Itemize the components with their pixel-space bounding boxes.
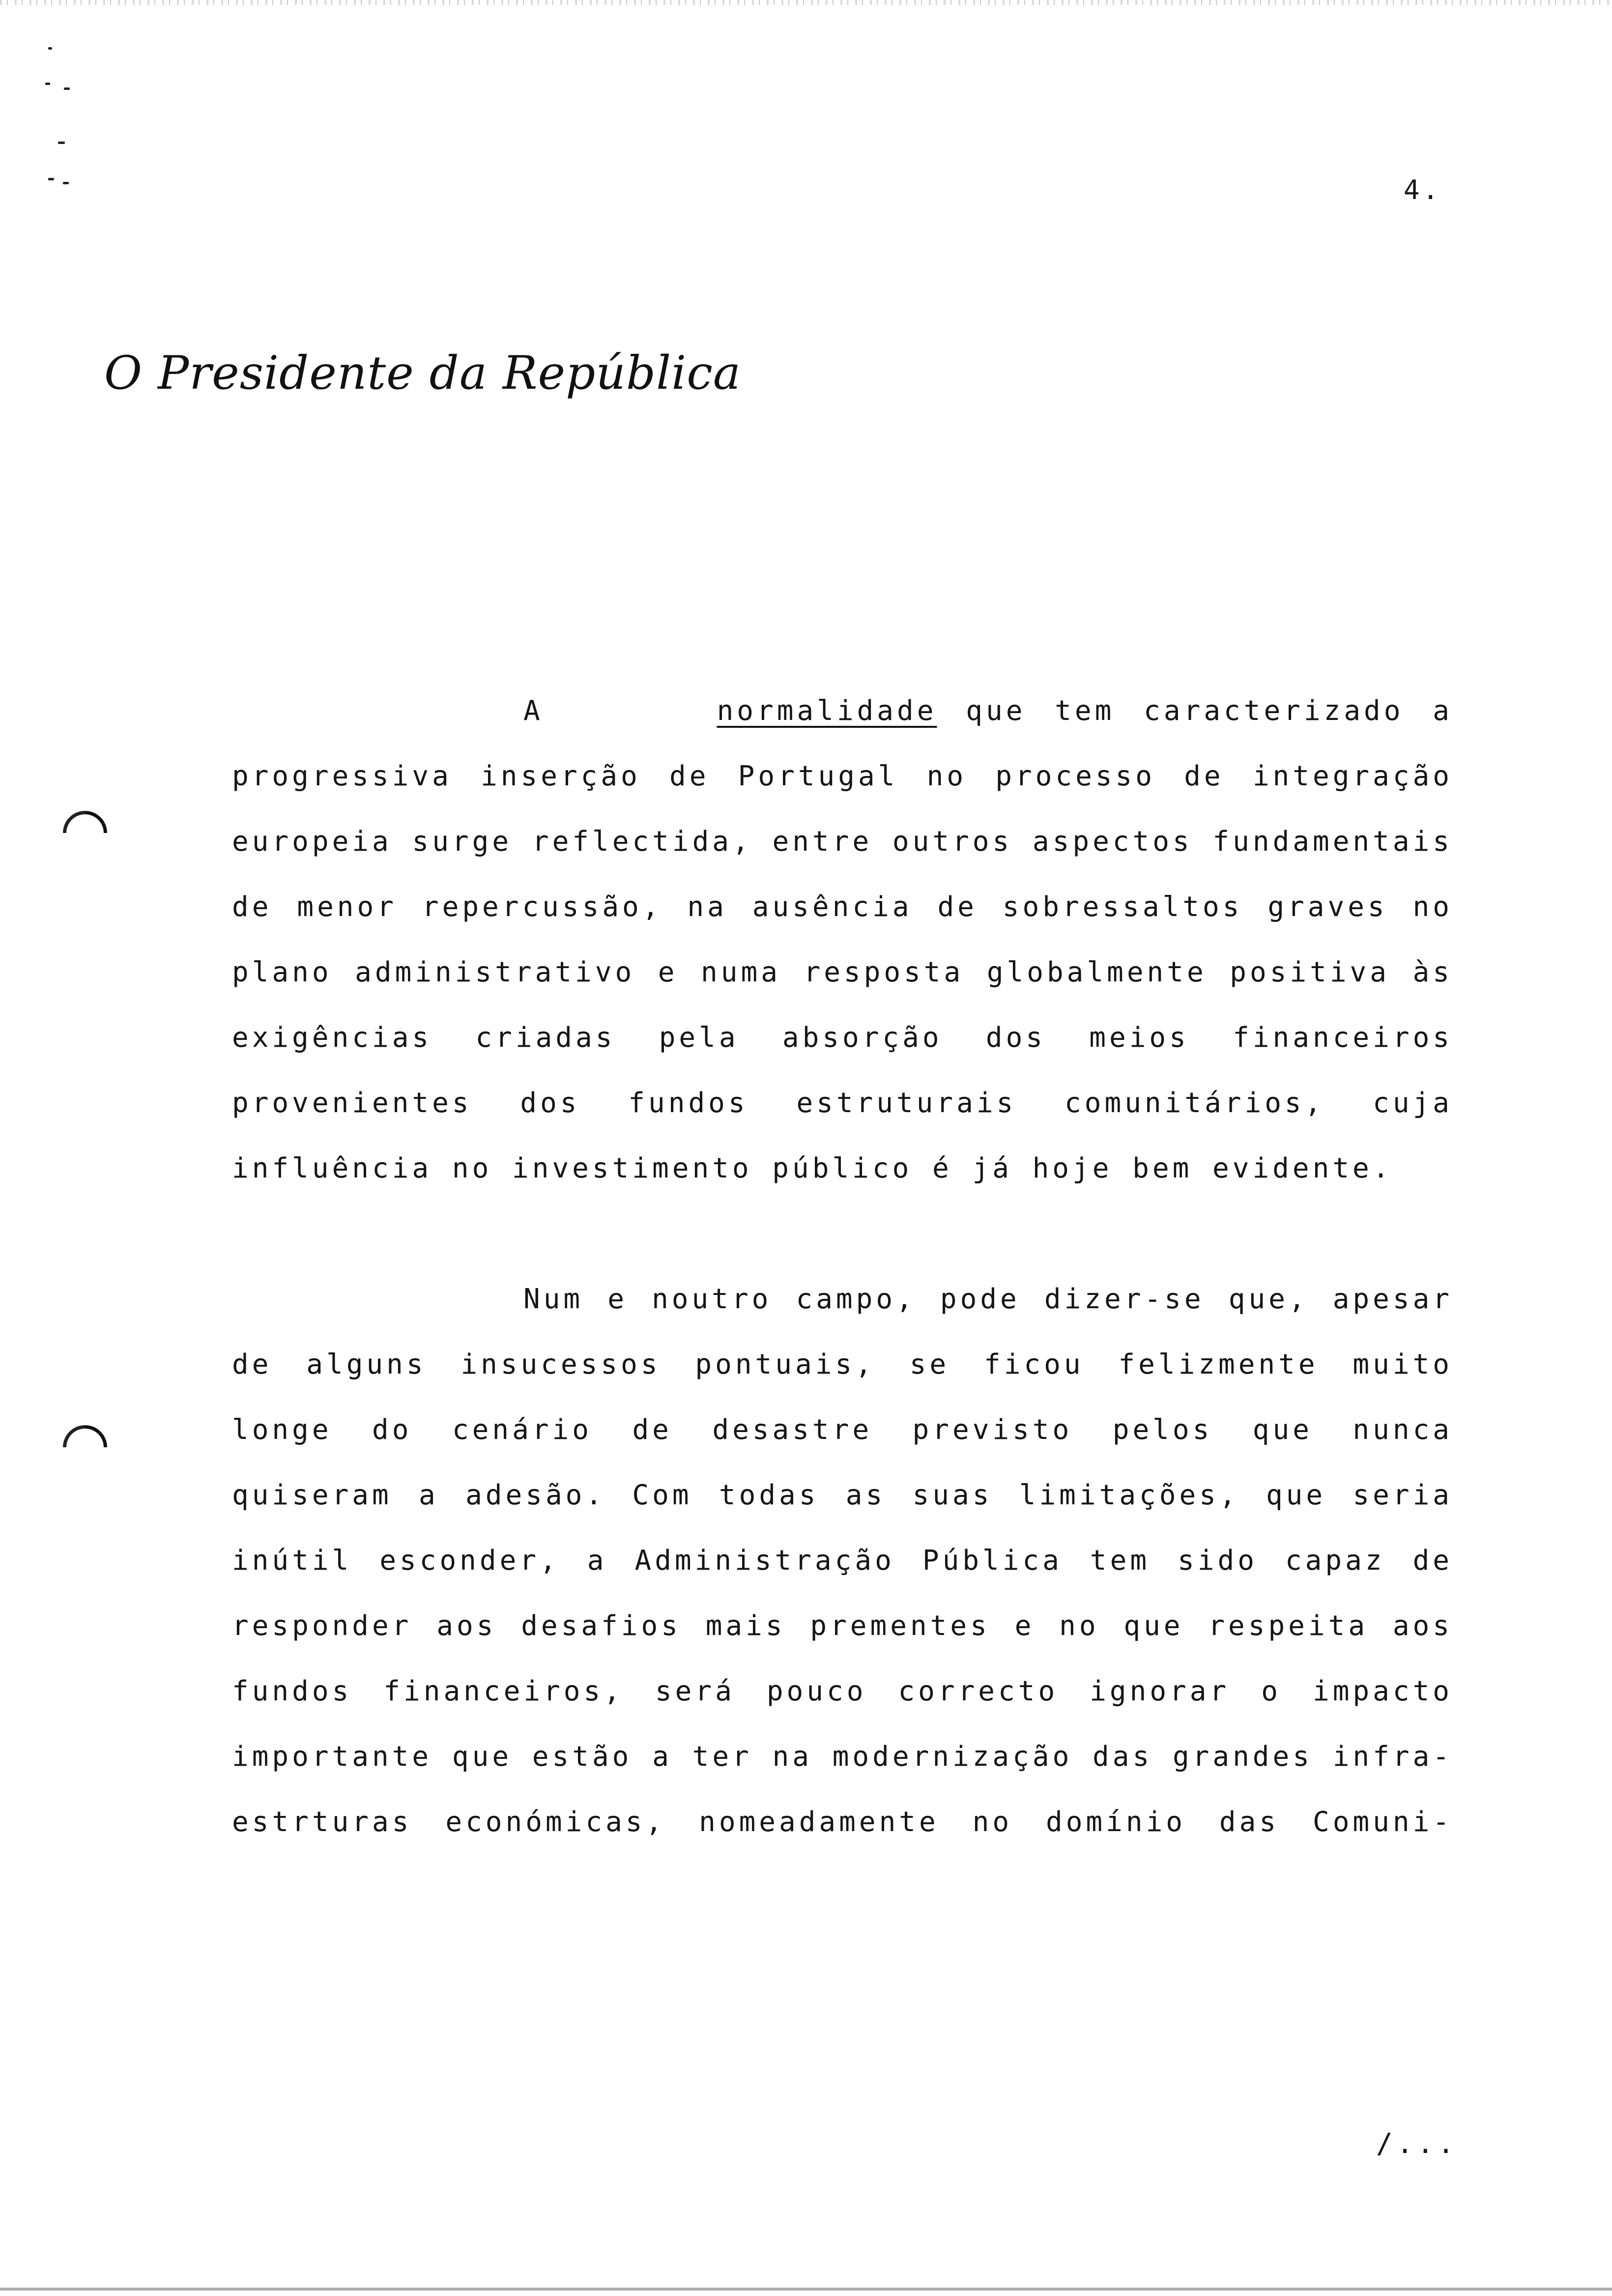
margin-mark [58, 142, 65, 144]
letter-body [232, 678, 1453, 1855]
punch-hole-mark [54, 1416, 116, 1478]
underlined-word: normalidade [717, 695, 937, 727]
paragraph-2-text: Num e noutro campo, pode dizer-se que, apesar de alguns insucessos pontuais, se ficou felizmente muito longe do cenário de desastre previsto pelos que nunca quiseram a adesão. Com todas as suas limitações, que seria inútil esconder, a Administração Pública tem sido capaz de responder aos desafios mais prementes e no que respeita aos fundos financeiros, será pouco correcto ignorar o impacto importante que estão a ter na modernização das grandes infra-estrturas económicas, nomeadamente no domínio das Comuni- [232, 1283, 1453, 1838]
margin-mark [48, 47, 52, 50]
letterhead: O Presidente da República [104, 346, 741, 400]
paragraph-1 [232, 678, 1453, 1201]
paragraph-1-text: que tem caracterizado a progressiva inserção de Portugal no processo de integração europeia surge reflectida, entre outros aspectos fundamentais de menor repercussão, na ausência de sobressaltos graves no plano administrativo e numa resposta globalmente positiva às exigências criadas pela absorção dos meios financeiros provenientes dos fundos estruturais comunitários, cuja influência no investimento público é já hoje bem evidente. [232, 695, 1453, 1184]
continuation-mark: /... [1376, 2128, 1458, 2160]
margin-mark [45, 83, 50, 85]
margin-mark [48, 178, 54, 180]
paragraph-2 [232, 1266, 1453, 1855]
scan-bottom-edge [0, 2288, 1612, 2291]
page-number: 4. [1404, 174, 1442, 205]
margin-mark [63, 182, 69, 184]
punch-hole-mark [54, 802, 116, 864]
scan-top-edge [0, 0, 1612, 5]
paragraph-1-lead: A [523, 695, 544, 727]
margin-mark [64, 87, 70, 90]
